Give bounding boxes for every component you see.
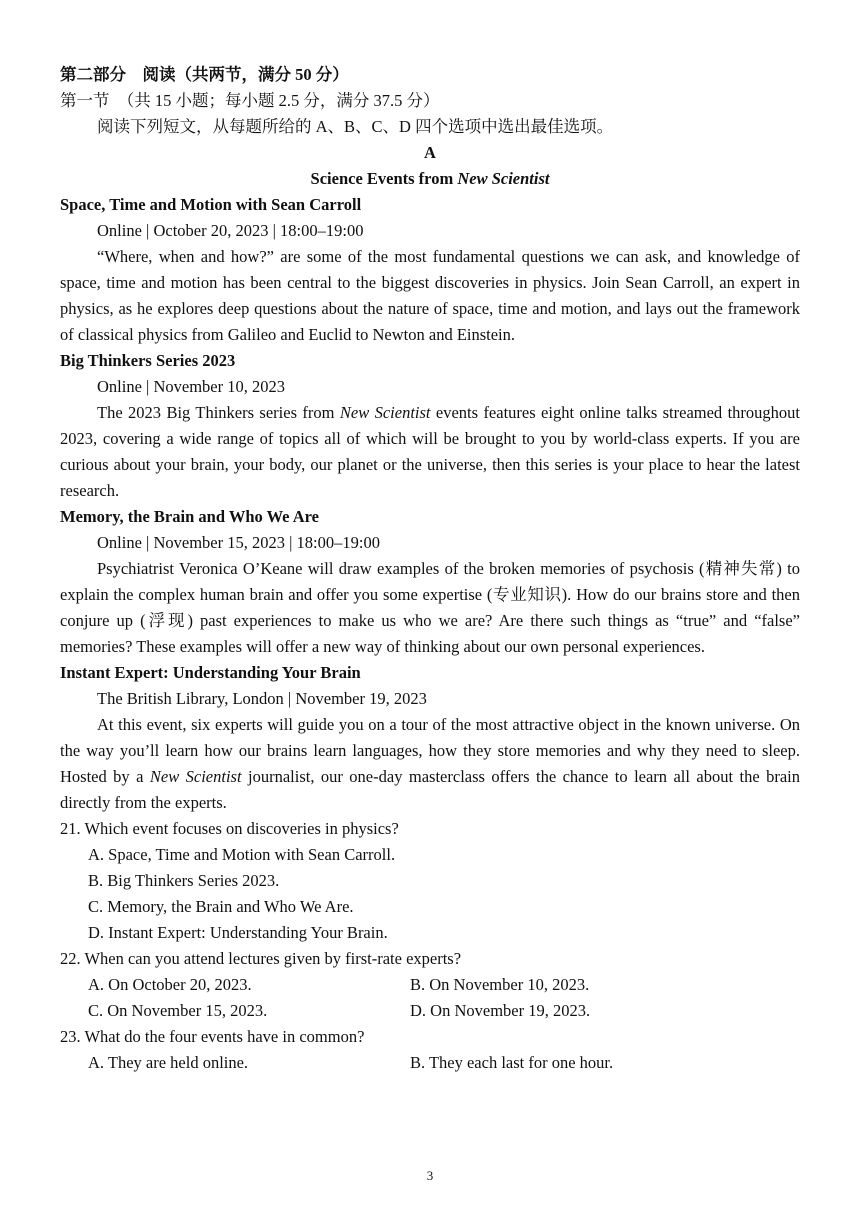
event-description-text: events features eight online talks streamed throughout 2023, covering a wide range of topics all of which will be brought to you by world-class experts. If you are curious about your brain, your body, our planet or the universe, then this series is your place to hear the latest research. [60,403,800,500]
event-description [60,712,800,816]
question-stem: 22. When can you attend lectures given by first-rate experts? [60,949,462,968]
event-description-text: The 2023 Big Thinkers series from [97,403,340,422]
page-number: 3 [426,1168,434,1183]
event-description-italic: New Scientist [149,767,242,786]
event-description-text: journalist, our one-day masterclass offers the chance to learn all about the brain directly from the experts. [60,767,800,812]
answer-option[interactable]: C. Memory, the Brain and Who We Are. [88,897,354,916]
option-row [60,998,800,1024]
answer-option[interactable]: B. On November 10, 2023. [410,975,590,994]
answer-option[interactable]: C. On November 15, 2023. [88,1001,268,1020]
passage-title [60,166,800,192]
answer-option[interactable]: D. Instant Expert: Understanding Your Brain. [88,923,388,942]
option-row [60,972,800,998]
instructions: 阅读下列短文，从每题所给的 A、B、C、D 四个选项中选出最佳选项。 [97,117,614,136]
event-description [60,400,800,504]
event-heading: Space, Time and Motion with Sean Carroll [60,195,362,214]
event-description: “Where, when and how?” are some of the most fundamental questions we can ask, and knowledge of space, time and motion has been central to the biggest discoveries in physics. Join Sean Carroll, an expert in physics, as he explores deep questions about the nature of space, time and motion, and lays out the framework of classical physics from Galileo and Euclid to Newton and Einstein. [60,247,800,344]
event-heading: Big Thinkers Series 2023 [60,351,236,370]
passage-letter: A [424,143,436,162]
event-heading: Memory, the Brain and Who We Are [60,507,319,526]
answer-option[interactable]: A. On October 20, 2023. [88,975,252,994]
answer-option[interactable]: A. Space, Time and Motion with Sean Carroll. [88,845,396,864]
passage-title-text: Science Events from [310,169,458,188]
answer-option[interactable]: A. They are held online. [88,1053,249,1072]
event-details: Online | November 10, 2023 [97,377,285,396]
answer-option[interactable]: B. Big Thinkers Series 2023. [88,871,280,890]
event-description-italic: New Scientist [339,403,431,422]
event-details: The British Library, London | November 19, 2023 [97,689,427,708]
page-content [60,62,800,1076]
answer-option[interactable]: D. On November 19, 2023. [410,1001,591,1020]
section-heading: 第一节 （共 15 小题；每小题 2.5 分，满分 37.5 分） [60,91,440,110]
question-stem: 21. Which event focuses on discoveries in physics? [60,819,399,838]
passage-title-italic: New Scientist [457,169,550,188]
event-heading: Instant Expert: Understanding Your Brain [60,663,361,682]
event-details: Online | October 20, 2023 | 18:00–19:00 [97,221,364,240]
answer-option[interactable]: B. They each last for one hour. [410,1053,614,1072]
question-stem: 23. What do the four events have in common? [60,1027,365,1046]
event-details: Online | November 15, 2023 | 18:00–19:00 [97,533,380,552]
option-row [60,1050,800,1076]
event-description-text: At this event, six experts will guide you on a tour of the most attractive object in the known universe. On the way you’ll learn how our brains learn languages, how they store memories and why they need to sleep. Hosted by a [60,715,800,786]
event-description: Psychiatrist Veronica O’Keane will draw examples of the broken memories of psychosis (精神失常) to explain the complex human brain and offer you some expertise (专业知识). How do our brains store and then conjure up (浮现) past experiences to make us who we are? Are there such things as “true” and “false” memories? These examples will offer a new way of thinking about our own personal experiences. [60,559,800,656]
part-heading: 第二部分 阅读（共两节，满分 50 分） [60,65,349,84]
